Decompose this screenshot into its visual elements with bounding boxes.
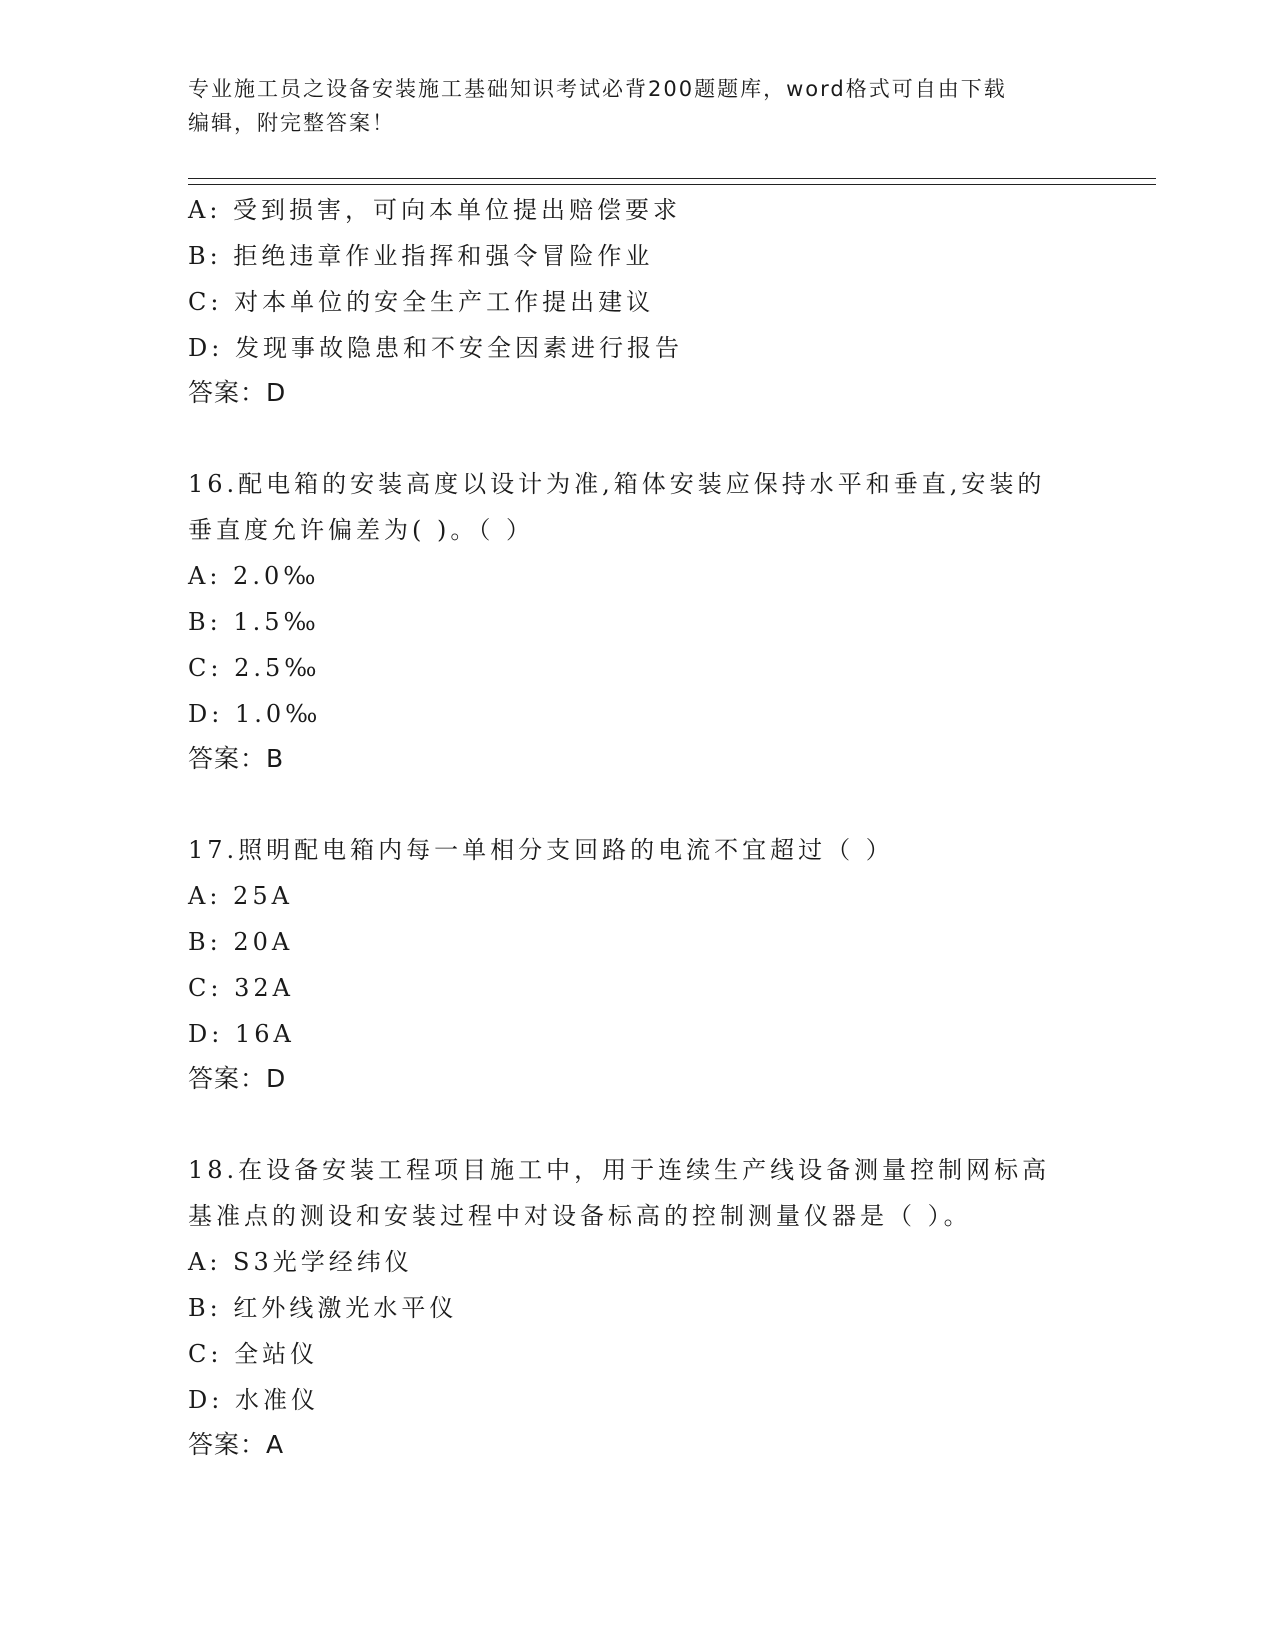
question-16	[188, 461, 1088, 781]
header-divider-top	[188, 178, 1156, 179]
option-a: A: 受到损害，可向本单位提出赔偿要求	[188, 196, 682, 224]
question-stem-line-1: 18.在设备安装工程项目施工中，用于连续生产线设备测量控制网标高	[188, 1156, 1051, 1184]
question-stem-line-2: 垂直度允许偏差为( )。（ ）	[188, 516, 534, 544]
question-18	[188, 1147, 1088, 1467]
header-title-line-1: 专业施工员之设备安装施工基础知识考试必背200题题库，word格式可自由下载	[188, 77, 1007, 101]
answer-label: 答案：B	[188, 744, 285, 773]
option-a: A: S3光学经纬仪	[188, 1248, 413, 1276]
option-c: C: 全站仪	[188, 1340, 319, 1368]
option-b: B: 拒绝违章作业指挥和强令冒险作业	[188, 242, 654, 270]
question-spacer	[188, 415, 1088, 461]
option-d: D: 16A	[188, 1020, 295, 1048]
option-b: B: 1.5‰	[188, 608, 320, 636]
document-header	[188, 72, 1088, 140]
option-a: A: 25A	[188, 882, 293, 910]
question-stem-line-2: 基准点的测设和安装过程中对设备标高的控制测量仪器是（ ）。	[188, 1202, 972, 1230]
answer-label: 答案：D	[188, 1064, 287, 1093]
question-15-continued	[188, 187, 1088, 415]
option-c: C: 32A	[188, 974, 294, 1002]
option-b: B: 20A	[188, 928, 294, 956]
question-spacer	[188, 1101, 1088, 1147]
option-d: D: 水准仪	[188, 1386, 319, 1414]
header-title-line-2: 编辑，附完整答案！	[188, 111, 395, 135]
answer-label: 答案：A	[188, 1430, 285, 1459]
option-c: C: 对本单位的安全生产工作提出建议	[188, 288, 655, 316]
question-17	[188, 827, 1088, 1101]
header-divider-bottom	[188, 184, 1156, 185]
question-spacer	[188, 781, 1088, 827]
option-d: D: 1.0‰	[188, 700, 322, 728]
question-stem-line-1: 17.照明配电箱内每一单相分支回路的电流不宜超过（ ）	[188, 836, 894, 864]
option-b: B: 红外线激光水平仪	[188, 1294, 458, 1322]
question-list	[188, 187, 1088, 1467]
option-d: D: 发现事故隐患和不安全因素进行报告	[188, 334, 683, 362]
question-stem-line-1: 16.配电箱的安装高度以设计为准,箱体安装应保持水平和垂直,安装的	[188, 470, 1046, 498]
answer-label: 答案：D	[188, 378, 287, 407]
option-c: C: 2.5‰	[188, 654, 321, 682]
option-a: A: 2.0‰	[188, 562, 320, 590]
